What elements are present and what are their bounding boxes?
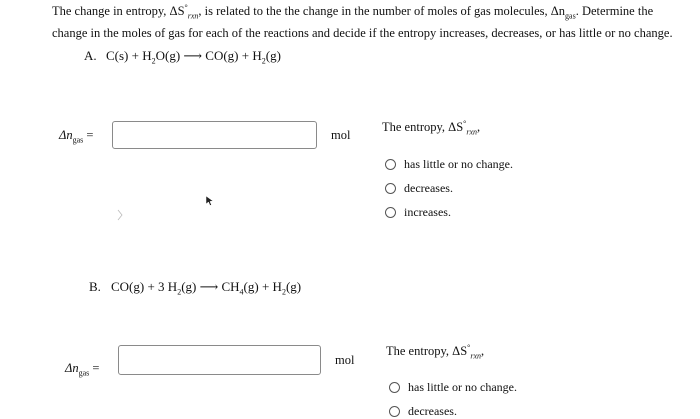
delta-n-input-a[interactable] [112,121,317,149]
delta-n-input-b[interactable] [118,345,321,375]
option-a-increases[interactable] [385,205,451,220]
radio-button[interactable] [389,406,400,417]
option-label: decreases. [408,404,457,418]
text-cursor-icon [117,209,123,221]
radio-button[interactable] [385,183,396,194]
unit-label-b: mol [335,353,355,367]
option-b-decreases[interactable] [389,404,457,419]
option-a-little-change[interactable] [385,157,513,172]
delta-n-label-a: $\Delta n_{gas}$ = [59,128,94,145]
option-label: increases. [404,205,451,219]
entropy-prompt-a: The entropy, $\Delta S^\circ_{rxn}$, [382,119,481,137]
instructions-text: The change in entropy, $\Delta S^\circ_{rxn}$, is related to the the change in the number of moles of gas molecules, $\Delta n_{gas}$. Determine the change in the moles of gas for each of the reactions and decide if the entropy increases, decreases, or has little or no change. [52,3,673,40]
option-label: has little or no change. [404,157,513,171]
option-label: decreases. [404,181,453,195]
delta-n-label-b: $\Delta n_{gas}$ = [65,361,100,378]
option-label: has little or no change. [408,380,517,394]
radio-button[interactable] [385,159,396,170]
unit-label-a: mol [331,128,351,142]
option-b-little-change[interactable] [389,380,517,395]
question-a-reaction: A. $C(s) + H_2O(g)$ ⟶ $CO(g) + H_2(g)$ [84,48,281,66]
entropy-prompt-b: The entropy, $\Delta S^\circ_{rxn}$, [386,343,485,361]
radio-button[interactable] [389,382,400,393]
radio-button[interactable] [385,207,396,218]
question-b-reaction: B. CO(g) + 3 $H_2(g)$ ⟶ $CH_4(g) + H_2(g)$ [89,279,302,297]
option-a-decreases[interactable] [385,181,453,196]
mouse-pointer-icon [205,195,215,207]
